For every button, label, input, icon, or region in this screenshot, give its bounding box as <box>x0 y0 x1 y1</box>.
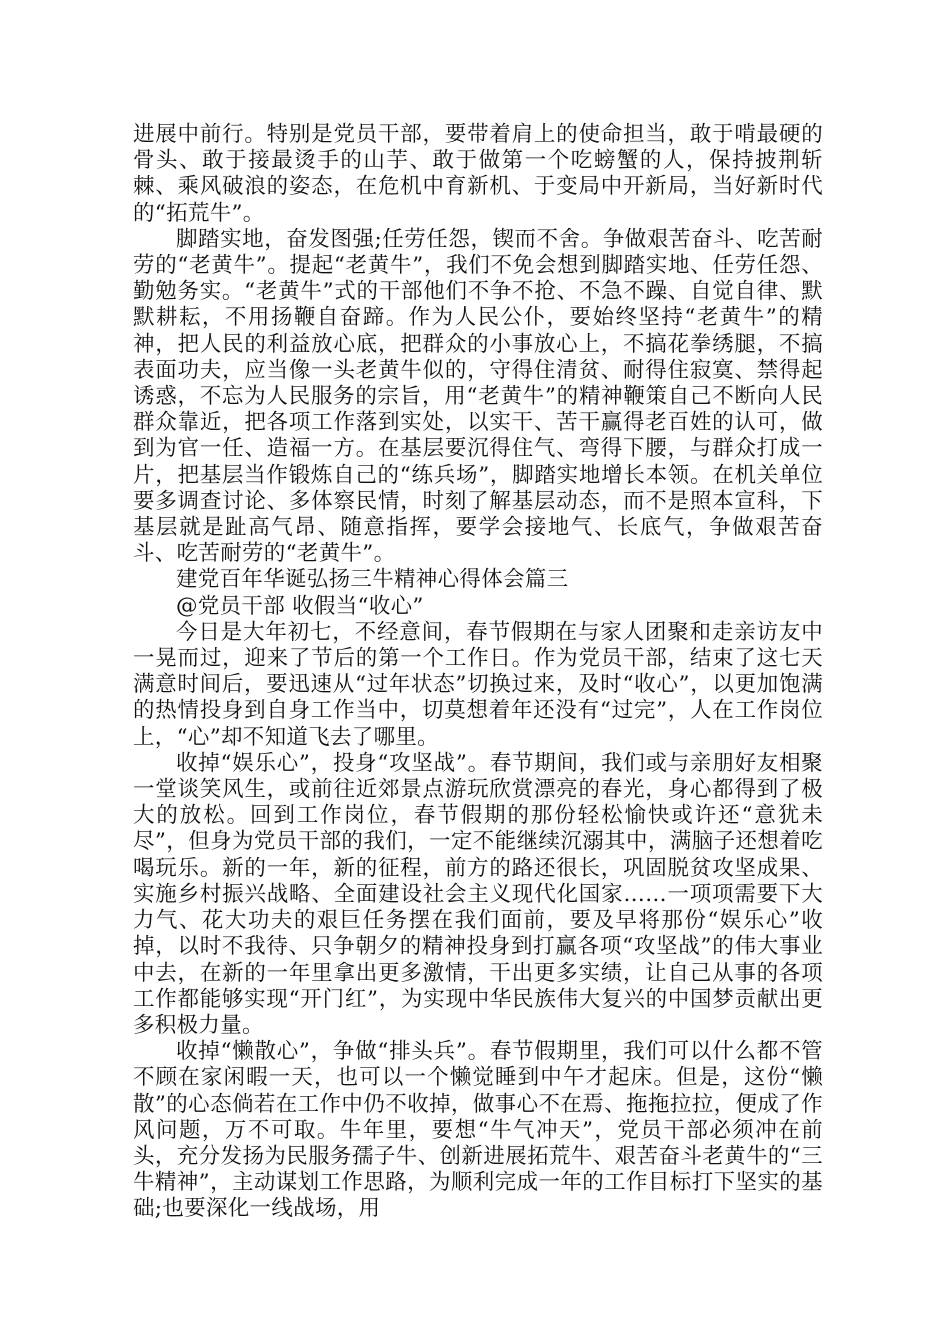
section-subtitle: @党员干部 收假当“收心” <box>176 593 424 619</box>
paragraph-4: 收掉“娱乐心”，投身“攻坚战”。春节期间，我们或与亲朋好友相聚一堂谈笑风生，或前往近郊景点游玩欣赏漂亮的春光，身心都得到了极大的放松。回到工作岗位，春节假期的那份轻松愉快或许还“意犹未尽”，但身为党员干部的我们，一定不能继续沉溺其中，满脑子还想着吃喝玩乐。新的一年，新的征程，前方的路还很长，巩固脱贫攻坚成果、实施乡村振兴战略、全面建设社会主义现代化国家……一项项需要下大力气、花大功夫的艰巨任务摆在我们面前，要及早将那份“娱乐心”收掉，以时不我待、只争朝夕的精神投身到打赢各项“攻坚战”的伟大事业中去，在新的一年里拿出更多激情，干出更多实绩，让自己从事的各项工作都能够实现“开门红”，为实现中华民族伟大复兴的中国梦贡献出更多积极力量。 <box>133 750 823 1038</box>
document-body <box>133 122 823 1223</box>
paragraph-2: 脚踏实地，奋发图强;任劳任怨，锲而不舍。争做艰苦奋斗、吃苦耐劳的“老黄牛”。提起“老黄牛”，我们不免会想到脚踏实地、任劳任怨、勤勉务实。“老黄牛”式的干部他们不争不抢、不急不躁、自觉自律、默默耕耘，不用扬鞭自奋蹄。作为人民公仆，要始终坚持“老黄牛”的精神，把人民的利益放心底，把群众的小事放心上，不搞花拳绣腿，不搞表面功夫，应当像一头老黄牛似的，守得住清贫、耐得住寂寞、禁得起诱惑，不忘为人民服务的宗旨，用“老黄牛”的精神鞭策自己不断向人民群众靠近，把各项工作落到实处，以实干、苦干赢得老百姓的认可，做到为官一任、造福一方。在基层要沉得住气、弯得下腰，与群众打成一片，把基层当作锻炼自己的“练兵场”，脚踏实地增长本领。在机关单位要多调查讨论、多体察民情，时刻了解基层动态，而不是照本宣科，下基层就是趾高气昂、随意指挥，要学会接地气、长底气，争做艰苦奋斗、吃苦耐劳的“老黄牛”。 <box>133 226 823 567</box>
section-heading: 建党百年华诞弘扬三牛精神心得体会篇三 <box>176 567 569 593</box>
paragraph-1: 进展中前行。特别是党员干部，要带着肩上的使命担当，敢于啃最硬的骨头、敢于接最烫手的山芋、敢于做第一个吃螃蟹的人，保持披荆斩棘、乘风破浪的姿态，在危机中育新机、于变局中开新局，当好新时代的“拓荒牛”。 <box>133 122 823 226</box>
paragraph-3: 今日是大年初七，不经意间，春节假期在与家人团聚和走亲访友中一晃而过，迎来了节后的第一个工作日。作为党员干部，结束了这七天满意时间后，要迅速从“过年状态”切换过来，及时“收心”，以更加饱满的热情投身到自身工作当中，切莫想着年还没有“过完”，人在工作岗位上，“心”却不知道飞去了哪里。 <box>133 619 823 750</box>
paragraph-5: 收掉“懒散心”，争做“排头兵”。春节假期里，我们可以什么都不管不顾在家闲暇一天，也可以一个懒觉睡到中午才起床。但是，这份“懒散”的心态倘若在工作中仍不收掉，做事心不在焉、拖拖拉拉，便成了作风问题，万不可取。牛年里，要想“牛气冲天”，党员干部必须冲在前头，充分发扬为民服务孺子牛、创新进展拓荒牛、艰苦奋斗老黄牛的“三牛精神”，主动谋划工作思路，为顺利完成一年的工作目标打下坚实的基础;也要深化一线战场，用 <box>133 1039 823 1222</box>
